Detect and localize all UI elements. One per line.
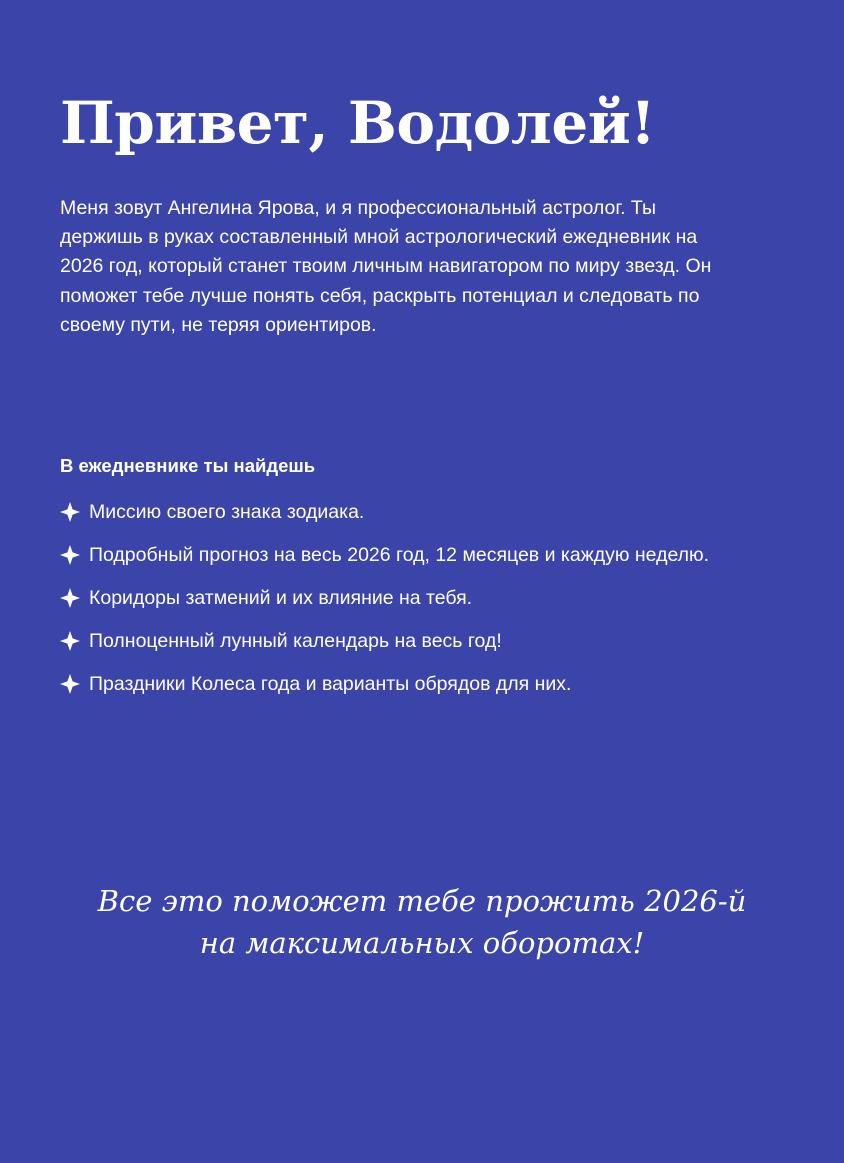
list-item [60,584,760,613]
list-item-text: Полноценный лунный календарь на весь год! [89,630,502,652]
sparkle-star-icon [60,545,80,565]
closing-statement [0,880,844,964]
features-list [60,498,760,713]
sparkle-star-icon [60,631,80,651]
closing-line-1: Все это поможет тебе прожить 2026-й [97,884,747,918]
closing-line-2: на максимальных оборотах! [199,926,645,960]
sparkle-star-icon [60,674,80,694]
page-title: Привет, Водолей! [60,89,656,157]
list-item [60,541,760,570]
list-item [60,498,760,527]
list-item-text: Праздники Колеса года и варианты обрядов для них. [89,673,572,695]
sparkle-star-icon [60,588,80,608]
list-item-text: Коридоры затмений и их влияние на тебя. [89,587,473,609]
list-item [60,670,760,699]
sparkle-star-icon [60,502,80,522]
list-item-text: Подробный прогноз на весь 2026 год, 12 месяцев и каждую неделю. [89,544,710,566]
features-heading: В ежедневнике ты найдешь [60,455,316,476]
intro-paragraph: Меня зовут Ангелина Ярова, и я профессиональный астролог. Ты держишь в руках составленный мной астрологический ежедневник на 2026 год, который станет твоим личным навигатором по миру звезд. Он поможет тебе лучше понять себя, раскрыть потенциал и следовать по своему пути, не теряя ориентиров. [60,197,712,336]
list-item-text: Миссию своего знака зодиака. [89,501,365,523]
list-item [60,627,760,656]
